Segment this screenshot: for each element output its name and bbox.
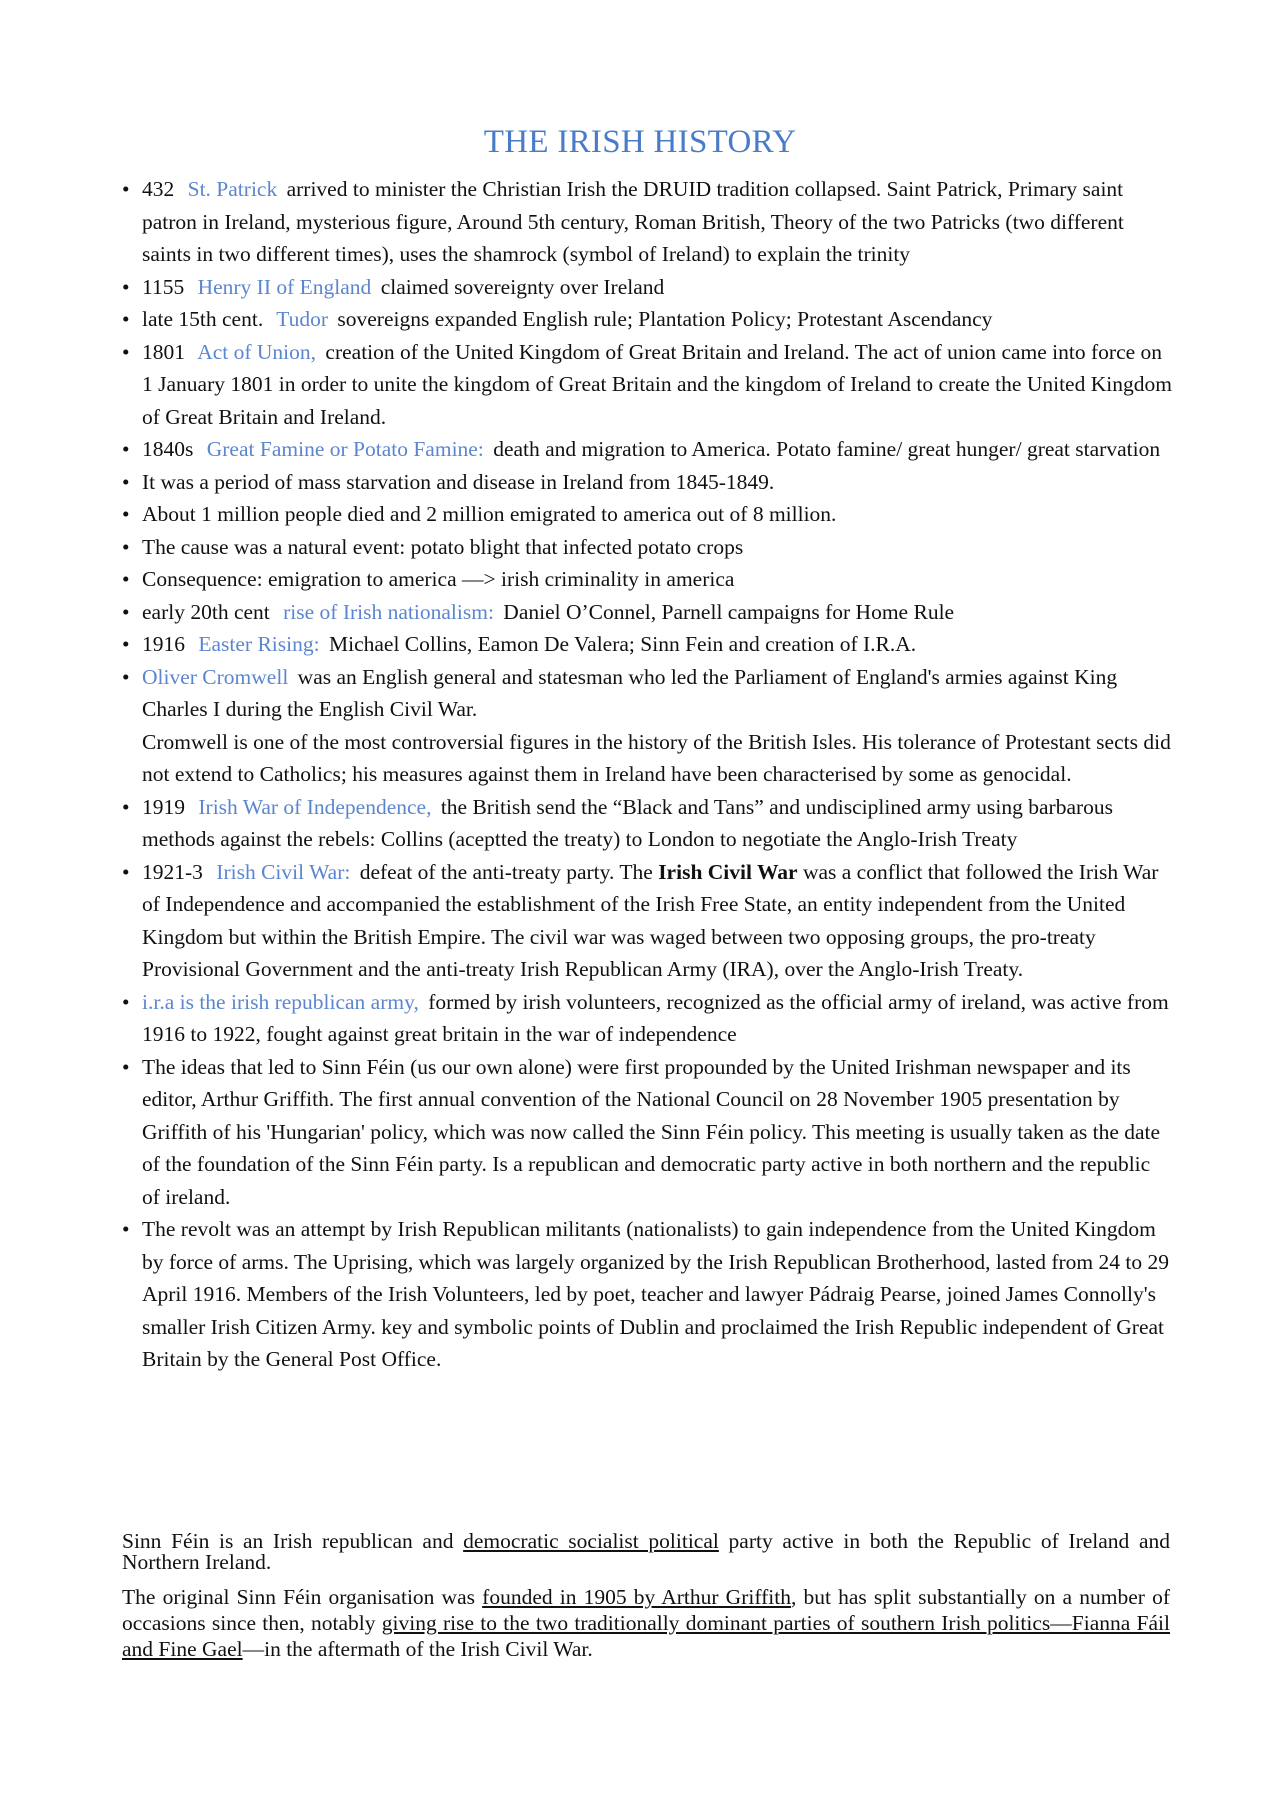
list-item	[122, 628, 1172, 661]
item-highlight: rise of Irish nationalism:	[283, 599, 494, 624]
bullet: •	[122, 989, 130, 1014]
item-text: The ideas that led to Sinn Féin (us our own alone) were first propounded by the United Irishman newspaper and its editor, Arthur Griffith. The first annual convention of the National Council on 28 November 1905 presentation by Griffith of his 'Hungarian' policy, which was now called the Sinn Féin policy. This meeting is usually taken as the date of the foundation of the Sinn Féin party. Is a republican and democratic party active in both northern and the republic of ireland.	[142, 1054, 1161, 1209]
item-text: Consequence: emigration to america —> irish criminality in america	[142, 567, 735, 591]
item-highlight: Irish War of Independence,	[198, 794, 432, 819]
list-item	[122, 173, 1172, 271]
bullet: •	[122, 437, 130, 461]
item-date: 1921-3	[142, 859, 203, 884]
list-item	[122, 661, 1172, 791]
para-text: party active in both the Republic of Ireland and Northern Ireland.	[122, 1529, 1171, 1574]
item-highlight: Oliver Cromwell	[142, 664, 289, 689]
bullet: •	[122, 469, 130, 494]
list-item	[122, 856, 1172, 986]
item-highlight: Henry II of England	[197, 274, 372, 299]
bullet: •	[122, 664, 130, 689]
list-item	[122, 531, 1172, 564]
bullet: •	[122, 1054, 130, 1079]
item-text: was a conflict that followed the Irish War of Independence and accompanied the establishment of the Irish Free State, an entity independent from the United Kingdom but within the British Empire. The civil war was waged between two opposing groups, the pro-treaty Provisional Government and the anti-treaty Irish Republican Army (IRA), over the Anglo-Irish Treaty.	[142, 859, 1159, 981]
item-text: creation of the United Kingdom of Great Britain and Ireland. The act of union came into force on 1 January 1801 in order to unite the kingdom of Great Britain and the kingdom of Ireland to create the United Kingdom of Great Britain and Ireland.	[142, 339, 1172, 429]
bullet: •	[122, 177, 130, 201]
list-item	[122, 433, 1172, 466]
para-text: , but has split substantially on a number of occasions since then, notably	[122, 1585, 1170, 1635]
list-item	[122, 563, 1172, 596]
bullet: •	[122, 274, 130, 299]
bullet: •	[122, 307, 130, 331]
item-highlight: Tudor	[276, 307, 328, 331]
bullet: •	[122, 339, 130, 364]
item-bold-term: Irish Civil War	[658, 859, 798, 884]
item-date: 1801	[142, 339, 185, 364]
item-text: formed by irish volunteers, recognized as the official army of ireland, was active from 1916 to 1922, fought against great britain in the war of independence	[142, 989, 1169, 1046]
list-item	[122, 271, 1172, 304]
original-sinn-fein-paragraph	[122, 1584, 1170, 1662]
item-date: early 20th cent	[142, 599, 270, 624]
item-highlight: Irish Civil War:	[216, 859, 351, 884]
item-highlight: i.r.a is the irish republican army,	[142, 989, 419, 1014]
item-date: 1155	[142, 274, 185, 299]
item-text: Daniel O’Connel, Parnell campaigns for Home Rule	[503, 599, 955, 624]
item-date: late 15th cent.	[142, 307, 264, 331]
para-text: Sinn Féin is an Irish republican and	[122, 1529, 454, 1553]
item-date: 1916	[142, 632, 185, 656]
item-extra-text: Cromwell is one of the most controversial figures in the history of the British Isles. His tolerance of Protestant sects did not extend to Catholics; his measures against them in Ireland have been characterised by some as genocidal.	[142, 729, 1171, 786]
item-text: The cause was a natural event: potato blight that infected potato crops	[142, 534, 744, 559]
bullet: •	[122, 502, 130, 526]
item-date: 432	[142, 177, 175, 201]
item-text-before: defeat of the anti-treaty party. The	[359, 859, 653, 884]
item-highlight: Easter Rising:	[198, 632, 320, 656]
bullet: •	[122, 567, 130, 591]
list-item	[122, 498, 1172, 531]
sinn-fein-paragraph	[122, 1531, 1170, 1573]
list-item	[122, 336, 1172, 434]
para-text: The original Sinn Féin organisation was	[122, 1585, 475, 1609]
bullet: •	[122, 794, 130, 819]
item-highlight: St. Patrick	[187, 177, 278, 201]
bullet: •	[122, 599, 130, 624]
list-item	[122, 303, 1172, 336]
history-list	[122, 173, 1172, 1376]
item-highlight: Act of Union,	[197, 339, 317, 364]
list-item	[122, 1213, 1172, 1376]
item-date: 1840s	[142, 437, 194, 461]
item-text: the British send the “Black and Tans” and undisciplined army using barbarous methods against the rebels: Collins (aceptted the treaty) to London to negotiate the Anglo-Irish Treaty	[142, 794, 1114, 851]
item-highlight: Great Famine or Potato Famine:	[206, 437, 484, 461]
bullet: •	[122, 1217, 130, 1241]
item-date: 1919	[142, 794, 185, 819]
item-text: Michael Collins, Eamon De Valera; Sinn Fein and creation of I.R.A.	[328, 632, 917, 656]
item-text: sovereigns expanded English rule; Plantation Policy; Protestant Ascendancy	[337, 307, 993, 331]
bullet: •	[122, 632, 130, 656]
underlined-text: democratic socialist political	[463, 1529, 719, 1553]
item-text: death and migration to America. Potato famine/ great hunger/ great starvation	[493, 437, 1161, 461]
item-text: It was a period of mass starvation and disease in Ireland from 1845-1849.	[142, 469, 775, 494]
underlined-text: giving rise to the two traditionally dominant parties of southern Irish politics—Fianna Fáil and Fine Gael	[122, 1611, 1170, 1661]
item-text: About 1 million people died and 2 million emigrated to america out of 8 million.	[142, 502, 837, 526]
underlined-text: founded in 1905 by Arthur Griffith	[482, 1585, 791, 1609]
list-item	[122, 1051, 1172, 1214]
list-item	[122, 986, 1172, 1051]
bullet: •	[122, 534, 130, 559]
list-item	[122, 791, 1172, 856]
list-item	[122, 596, 1172, 629]
item-text: arrived to minister the Christian Irish the DRUID tradition collapsed. Saint Patrick, Primary saint patron in Ireland, mysterious figure, Around 5th century, Roman British, Theory of the two Patricks (two different saints in two different times), uses the shamrock (symbol of Ireland) to explain the trinity	[142, 177, 1124, 266]
bullet: •	[122, 859, 130, 884]
item-text: claimed sovereignty over Ireland	[380, 274, 665, 299]
list-item	[122, 466, 1172, 499]
page-title: THE IRISH HISTORY	[483, 124, 797, 160]
para-text: —in the aftermath of the Irish Civil War.	[242, 1637, 593, 1661]
item-text: The revolt was an attempt by Irish Republican militants (nationalists) to gain independence from the United Kingdom by force of arms. The Uprising, which was largely organized by the Irish Republican Brotherhood, lasted from 24 to 29 April 1916. Members of the Irish Volunteers, led by poet, teacher and lawyer Pádraig Pearse, joined James Connolly's smaller Irish Citizen Army. key and symbolic points of Dublin and proclaimed the Irish Republic independent of Great Britain by the General Post Office.	[142, 1217, 1169, 1371]
item-text: was an English general and statesman who led the Parliament of England's armies against King Charles I during the English Civil War.	[142, 664, 1118, 721]
